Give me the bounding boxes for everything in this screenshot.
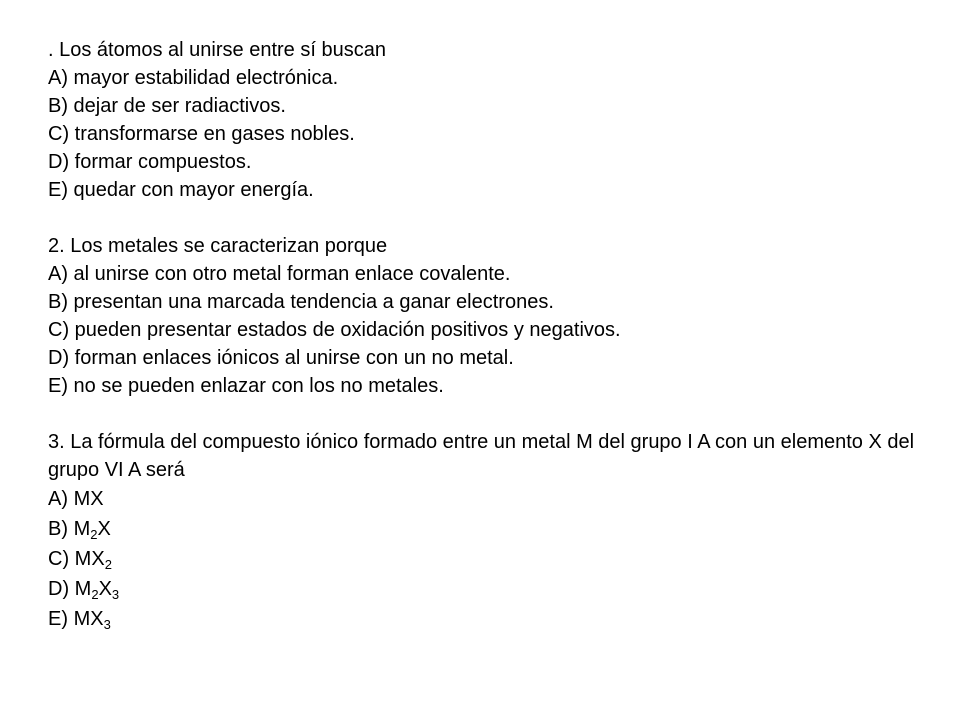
formula-metal: M <box>73 608 91 630</box>
formula-metal: M <box>73 488 91 510</box>
option-b: B) dejar de ser radiactivos. <box>48 95 286 117</box>
question-2 <box>48 232 928 400</box>
formula-element: X <box>90 608 104 630</box>
option-e: E) quedar con mayor energía. <box>48 179 314 201</box>
option-letter: A) <box>48 488 68 510</box>
formula-element-subscript: 3 <box>103 617 111 632</box>
formula-metal: M <box>74 578 92 600</box>
formula-element: X <box>97 518 111 540</box>
question-stem: 3. La fórmula del compuesto iónico formado entre un metal M del grupo I A con un elemento X del grupo VI A será <box>48 431 915 481</box>
document-page <box>48 36 928 634</box>
option-a: A) mayor estabilidad electrónica. <box>48 67 339 89</box>
question-stem: . Los átomos al unirse entre sí buscan <box>48 39 386 61</box>
option-letter: D) <box>48 578 70 600</box>
option-e: E) no se pueden enlazar con los no metales. <box>48 375 444 397</box>
question-stem: 2. Los metales se caracterizan porque <box>48 235 388 257</box>
formula-element: X <box>91 548 105 570</box>
formula-metal-subscript: 2 <box>91 587 99 602</box>
option-b: B) presentan una marcada tendencia a ganar electrones. <box>48 291 554 313</box>
option-a <box>48 484 928 514</box>
option-letter: B) <box>48 518 68 540</box>
option-d: D) formar compuestos. <box>48 151 252 173</box>
formula-metal: M <box>73 518 91 540</box>
formula-metal: M <box>74 548 92 570</box>
formula-element-subscript: 2 <box>104 557 112 572</box>
formula-element-subscript: 3 <box>111 587 120 602</box>
option-b <box>48 514 928 544</box>
option-letter: E) <box>48 608 68 630</box>
option-c: C) pueden presentar estados de oxidación positivos y negativos. <box>48 319 621 341</box>
formula-metal-subscript: 2 <box>90 527 98 542</box>
option-e <box>48 604 928 634</box>
option-a: A) al unirse con otro metal forman enlace covalente. <box>48 263 511 285</box>
option-d <box>48 574 928 604</box>
question-1 <box>48 36 928 204</box>
question-3 <box>48 428 928 634</box>
formula-element: X <box>98 578 112 600</box>
option-c: C) transformarse en gases nobles. <box>48 123 355 145</box>
option-d: D) forman enlaces iónicos al unirse con un no metal. <box>48 347 514 369</box>
formula-element: X <box>90 488 104 510</box>
option-letter: C) <box>48 548 70 570</box>
option-c <box>48 544 928 574</box>
